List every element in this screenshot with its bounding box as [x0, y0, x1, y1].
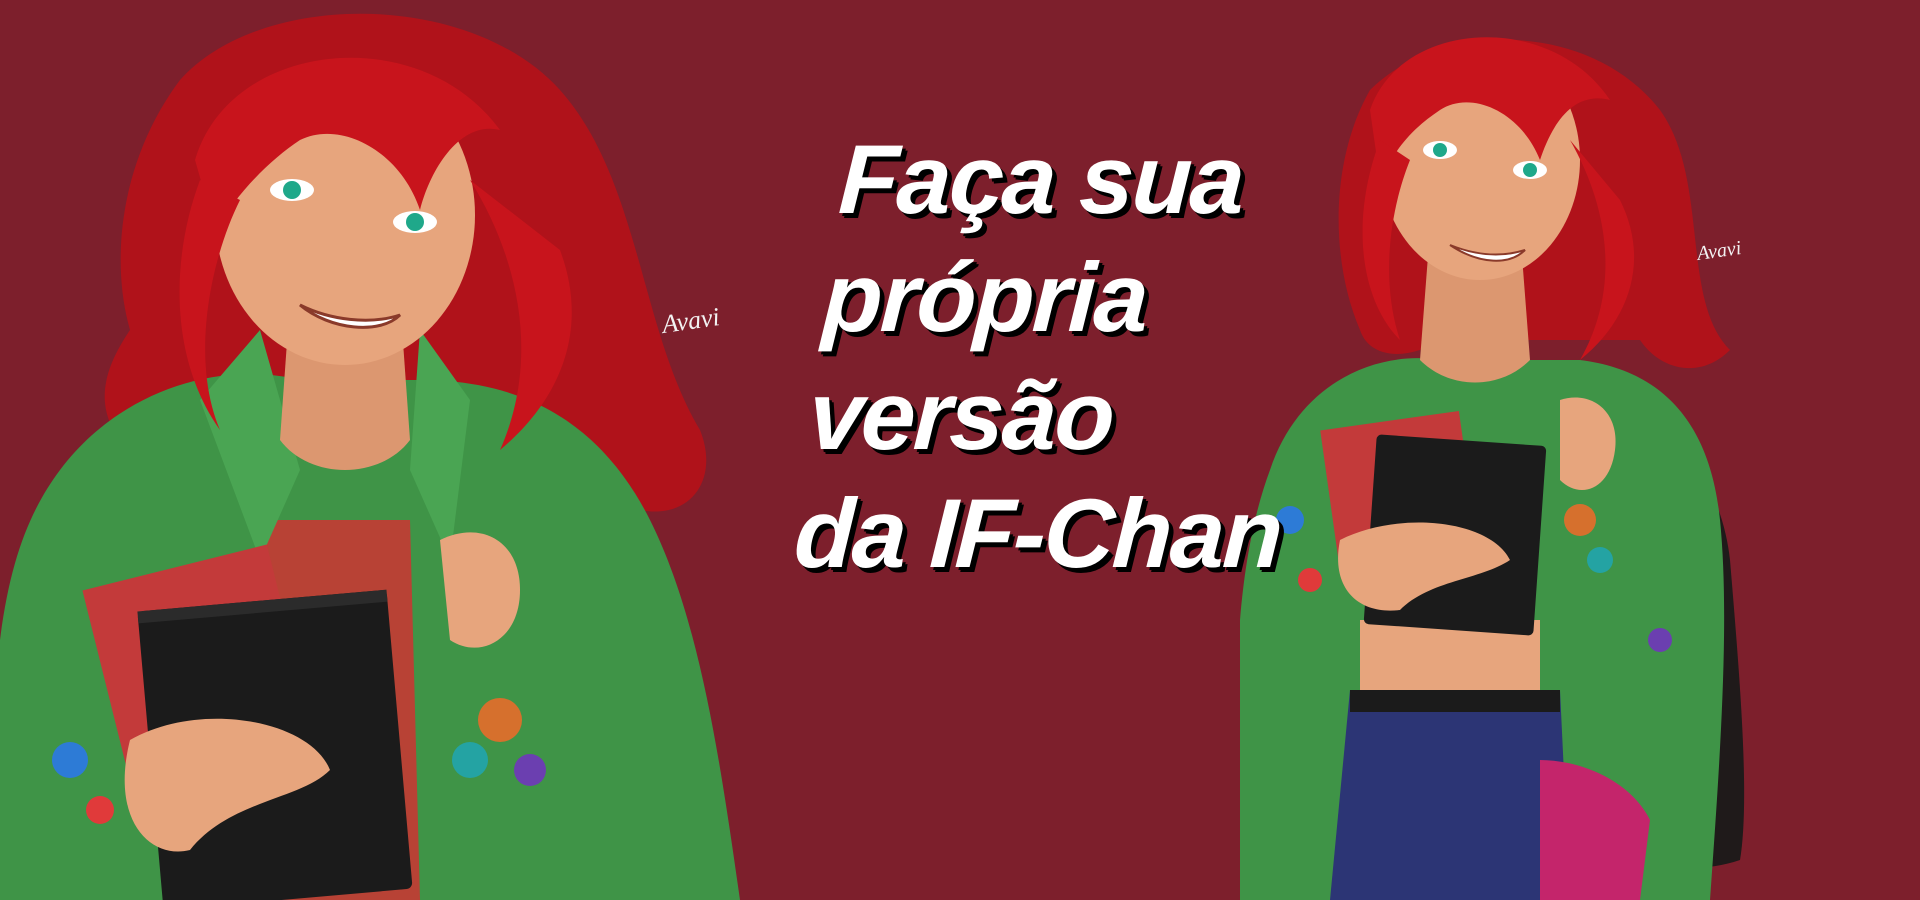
if-chan-right-drawing	[1240, 0, 1920, 900]
headline-line-4: da IF-Chan	[791, 478, 1284, 588]
artist-signature-right: Avavi	[1695, 237, 1743, 265]
headline-line-2: própria	[820, 242, 1150, 352]
headline-line-1: Faça sua	[836, 124, 1246, 234]
artist-signature-left: Avavi	[660, 302, 722, 339]
if-chan-left-drawing	[0, 0, 800, 900]
headline	[778, 120, 1323, 592]
if-chan-illustration-left	[0, 0, 800, 900]
if-chan-illustration-right	[1240, 0, 1920, 900]
headline-line-3: versão	[806, 360, 1116, 470]
